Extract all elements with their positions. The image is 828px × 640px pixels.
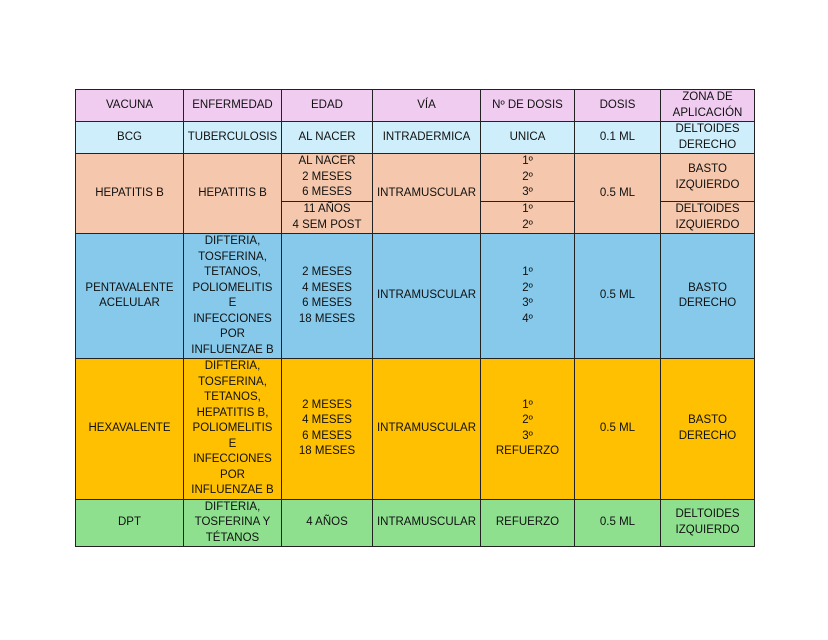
- cell-via: INTRADERMICA: [373, 122, 481, 154]
- cell-edad: 2 MESES 4 MESES 6 MESES 18 MESES: [282, 234, 373, 359]
- cell-zona: DELTOIDES DERECHO: [661, 122, 755, 154]
- cell-num-dosis: UNICA: [481, 122, 575, 154]
- header-edad: EDAD: [282, 90, 373, 122]
- cell-zona: BASTO IZQUIERDO: [661, 154, 755, 202]
- cell-edad: 4 AÑOS: [282, 499, 373, 547]
- cell-enfermedad: HEPATITIS B: [184, 154, 282, 234]
- cell-vacuna: PENTAVALENTE ACELULAR: [76, 234, 184, 359]
- cell-zona: DELTOIDES IZQUIERDO: [661, 202, 755, 234]
- header-num-dosis: Nº DE DOSIS: [481, 90, 575, 122]
- cell-num-dosis: 1º 2º: [481, 202, 575, 234]
- cell-dosis: 0.5 ML: [575, 499, 661, 547]
- cell-enfermedad: DIFTERIA, TOSFERINA, TETANOS, POLIOMELITIS E INFECCIONES POR INFLUENZAE B: [184, 234, 282, 359]
- cell-edad: AL NACER 2 MESES 6 MESES: [282, 154, 373, 202]
- cell-num-dosis: 1º 2º 3º 4º: [481, 234, 575, 359]
- cell-edad: 2 MESES 4 MESES 6 MESES 18 MESES: [282, 359, 373, 500]
- cell-via: INTRAMUSCULAR: [373, 359, 481, 500]
- header-via: VÍA: [373, 90, 481, 122]
- header-zona: ZONA DE APLICACIÓN: [661, 90, 755, 122]
- cell-num-dosis: 1º 2º 3º REFUERZO: [481, 359, 575, 500]
- cell-dosis: 0.1 ML: [575, 122, 661, 154]
- cell-dosis: 0.5 ML: [575, 359, 661, 500]
- cell-vacuna: BCG: [76, 122, 184, 154]
- header-vacuna: VACUNA: [76, 90, 184, 122]
- header-dosis: DOSIS: [575, 90, 661, 122]
- cell-dosis: 0.5 ML: [575, 234, 661, 359]
- cell-via: INTRAMUSCULAR: [373, 499, 481, 547]
- cell-via: INTRAMUSCULAR: [373, 154, 481, 234]
- cell-enfermedad: DIFTERIA, TOSFERINA Y TÉTANOS: [184, 499, 282, 547]
- table-row-pentavalente: [76, 234, 755, 359]
- cell-vacuna: DPT: [76, 499, 184, 547]
- cell-zona: DELTOIDES IZQUIERDO: [661, 499, 755, 547]
- table-row-hepatitis-b: [76, 154, 755, 202]
- table-header-row: [76, 90, 755, 122]
- cell-via: INTRAMUSCULAR: [373, 234, 481, 359]
- cell-edad: 11 AÑOS 4 SEM POST: [282, 202, 373, 234]
- cell-dosis: 0.5 ML: [575, 154, 661, 234]
- header-enfermedad: ENFERMEDAD: [184, 90, 282, 122]
- cell-enfermedad: TUBERCULOSIS: [184, 122, 282, 154]
- cell-zona: BASTO DERECHO: [661, 359, 755, 500]
- table-row-dpt: [76, 499, 755, 547]
- table-row-hexavalente: [76, 359, 755, 500]
- cell-enfermedad: DIFTERIA, TOSFERINA, TETANOS, HEPATITIS B, POLIOMELITIS E INFECCIONES POR INFLUENZAE B: [184, 359, 282, 500]
- cell-num-dosis: 1º 2º 3º: [481, 154, 575, 202]
- table-row-bcg: [76, 122, 755, 154]
- cell-vacuna: HEPATITIS B: [76, 154, 184, 234]
- cell-num-dosis: REFUERZO: [481, 499, 575, 547]
- cell-zona: BASTO DERECHO: [661, 234, 755, 359]
- vaccination-schedule-table: [75, 89, 755, 547]
- cell-vacuna: HEXAVALENTE: [76, 359, 184, 500]
- cell-edad: AL NACER: [282, 122, 373, 154]
